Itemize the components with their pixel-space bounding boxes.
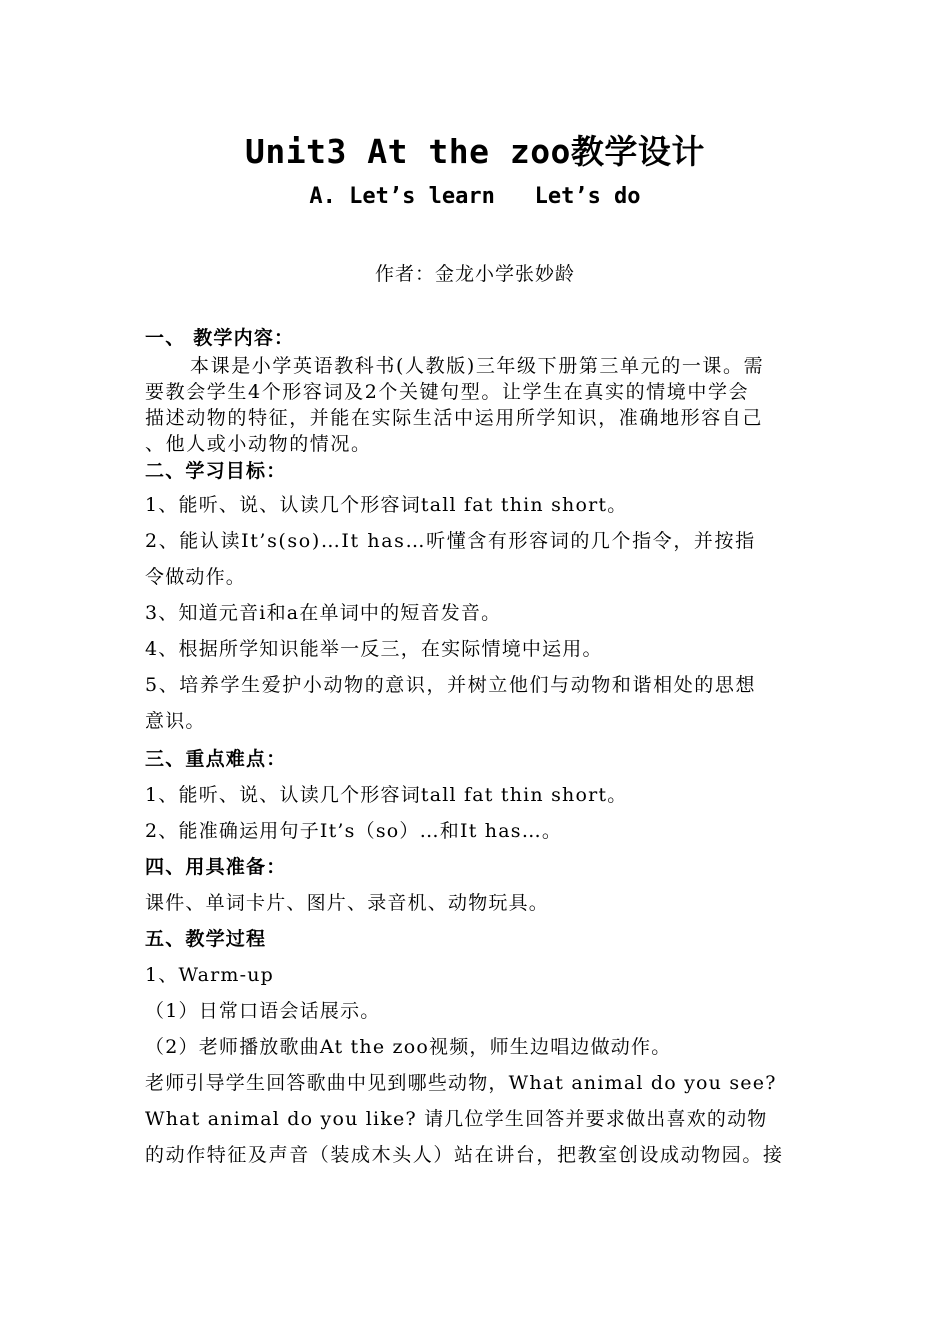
process-line: （2）老师播放歌曲At the zoo视频，师生边唱边做动作。: [145, 1036, 672, 1058]
goal-item: 2、能认读It’s(so)…It has…听懂含有形容词的几个指令，并按指: [145, 530, 756, 552]
section-heading-materials: 四、用具准备：: [145, 856, 287, 878]
process-line: （1）日常口语会话展示。: [145, 1000, 381, 1022]
paragraph-line: 描述动物的特征，并能在实际生活中运用所学知识，准确地形容自己: [145, 407, 764, 429]
process-line: 老师引导学生回答歌曲中见到哪些动物，What animal do you see?: [145, 1072, 777, 1094]
keypoint-item: 1、能听、说、认读几个形容词tall fat thin short。: [145, 784, 628, 806]
document-subtitle: A. Let’s learn Let’s do: [309, 184, 641, 209]
section-heading-keypoints: 三、重点难点：: [145, 748, 287, 770]
paragraph-line: 要教会学生4个形容词及2个关键句型。让学生在真实的情境中学会: [145, 381, 750, 403]
paragraph-line: 、他人或小动物的情况。: [145, 433, 372, 455]
paragraph-line: 本课是小学英语教科书(人教版)三年级下册第三单元的一课。需: [190, 355, 765, 377]
goal-item: 1、能听、说、认读几个形容词tall fat thin short。: [145, 494, 628, 516]
goal-item: 5、培养学生爱护小动物的意识，并树立他们与动物和谐相处的思想: [145, 674, 757, 696]
author-line: 作者：金龙小学张妙龄: [374, 263, 575, 285]
document-title: Unit3 At the zoo教学设计: [245, 132, 705, 171]
section-heading-process: 五、教学过程: [145, 928, 267, 950]
goal-item: 4、根据所学知识能举一反三，在实际情境中运用。: [145, 638, 603, 660]
materials-item: 课件、单词卡片、图片、录音机、动物玩具。: [145, 892, 550, 914]
goal-item: 意识。: [145, 710, 206, 732]
process-line: 的动作特征及声音（装成木头人）站在讲台，把教室创设成动物园。接: [145, 1144, 784, 1166]
goal-item: 令做动作。: [145, 566, 247, 588]
keypoint-item: 2、能准确运用句子It’s（so）…和It has…。: [145, 820, 563, 842]
goal-item: 3、知道元音i和a在单词中的短音发音。: [145, 602, 502, 624]
section-heading-content: 一、 教学内容：: [145, 327, 295, 349]
process-line: What animal do you like? 请几位学生回答并要求做出喜欢的动物: [145, 1108, 768, 1130]
section-heading-goals: 二、学习目标：: [145, 460, 287, 482]
process-line: 1、Warm-up: [145, 964, 275, 986]
